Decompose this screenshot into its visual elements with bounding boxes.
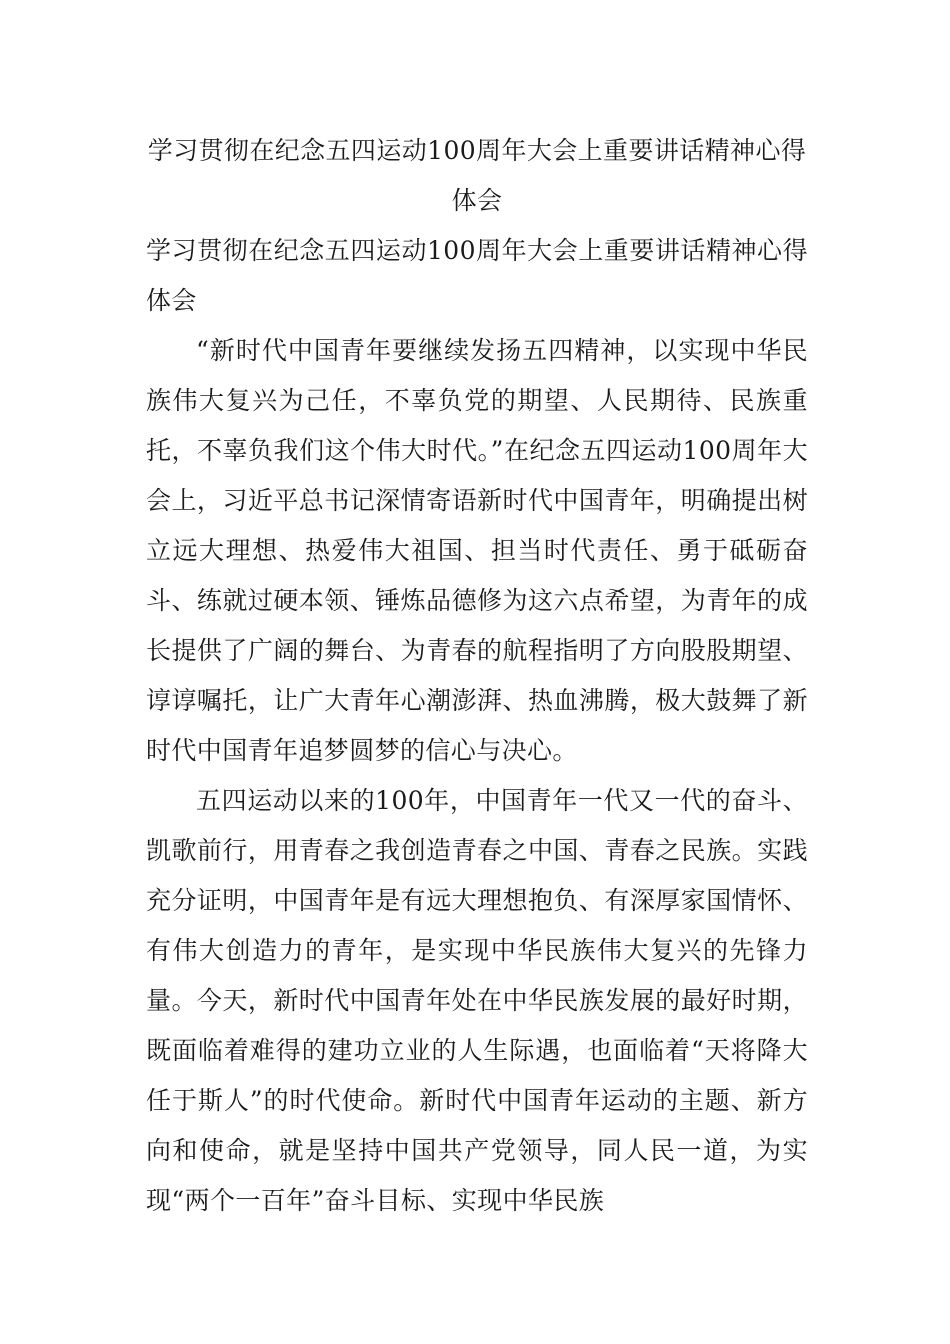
document-subtitle: 学习贯彻在纪念五四运动100周年大会上重要讲话精神心得体会 [146,236,808,315]
document-title: 学习贯彻在纪念五四运动100周年大会上重要讲话精神心得体会 [147,136,807,215]
document-page [146,126,808,1226]
paragraph-2: 五四运动以来的100年，中国青年一代又一代的奋斗、凯歌前行，用青春之我创造青春之中国、青春之民族。实践充分证明，中国青年是有远大理想抱负、有深厚家国情怀、有伟大创造力的青年，是实现中华民族伟大复兴的先锋力量。今天，新时代中国青年处在中华民族发展的最好时期，既面临着难得的建功立业的人生际遇，也面临着“天将降大任于斯人”的时代使命。新时代中国青年运动的主题、新方向和使命，就是坚持中国共产党领导，同人民一道，为实现“两个一百年”奋斗目标、实现中华民族 [146,786,808,1215]
paragraph-1: “新时代中国青年要继续发扬五四精神，以实现中华民族伟大复兴为己任，不辜负党的期望、人民期待、民族重托，不辜负我们这个伟大时代。”在纪念五四运动100周年大会上，习近平总书记深情寄语新时代中国青年，明确提出树立远大理想、热爱伟大祖国、担当时代责任、勇于砥砺奋斗、练就过硬本领、锤炼品德修为这六点希望，为青年的成长提供了广阔的舞台、为青春的航程指明了方向股股期望、谆谆嘱托，让广大青年心潮澎湃、热血沸腾，极大鼓舞了新时代中国青年追梦圆梦的信心与决心。 [146,336,808,765]
